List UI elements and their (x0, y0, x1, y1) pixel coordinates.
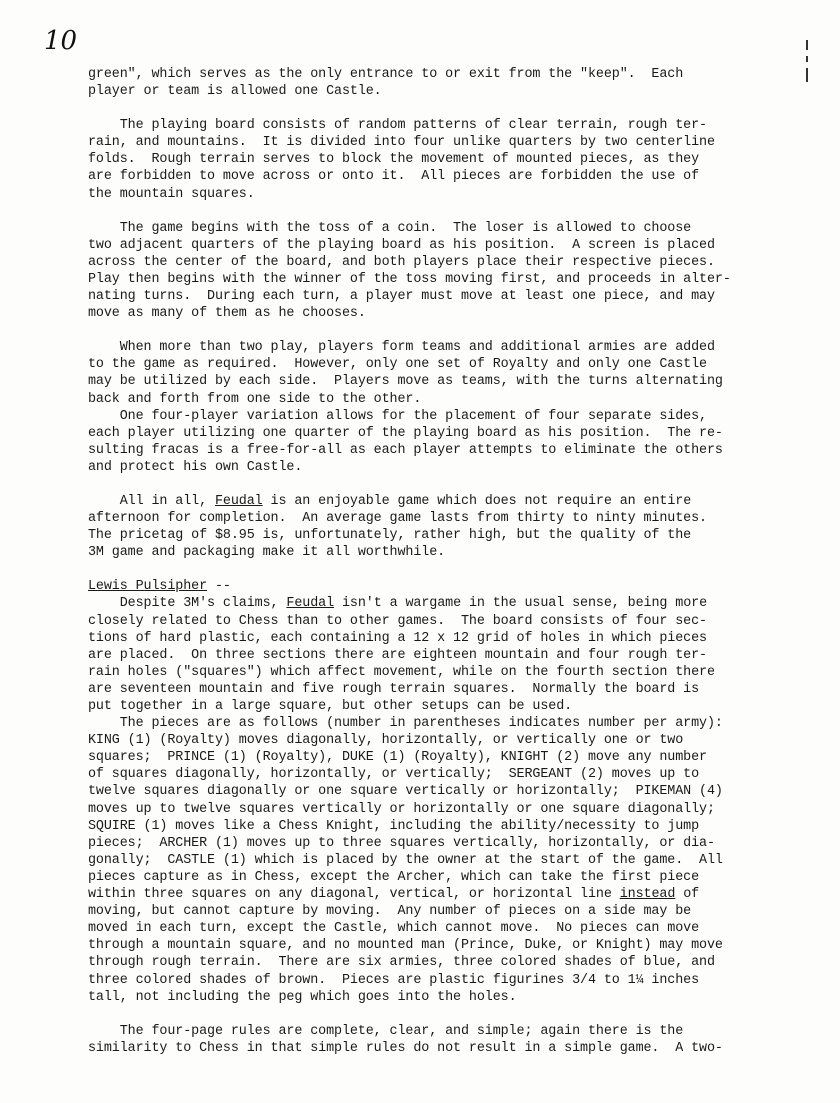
text-line: The pricetag of $8.95 is, unfortunately, rather high, but the quality of the (88, 528, 692, 544)
paragraph (88, 66, 760, 100)
text-line: Play then begins with the winner of the toss moving first, and proceeds in alter- (88, 271, 731, 287)
text-line: pieces; ARCHER (1) moves up to three squares vertically, horizontally, or dia- (88, 835, 715, 851)
text-line: across the center of the board, and both players place their respective pieces. (88, 254, 715, 270)
paragraph (88, 339, 760, 476)
paragraph (88, 578, 760, 1005)
text-line: All in all, Feudal is an enjoyable game which does not require an entire (88, 493, 692, 509)
text-line: sulting fracas is a free-for-all as each player attempts to eliminate the others (88, 442, 723, 458)
text-line: rain, and mountains. It is divided into four unlike quarters by two centerline (88, 135, 715, 151)
text-line: gonally; CASTLE (1) which is placed by the owner at the start of the game. All (88, 852, 723, 868)
text-line: are seventeen mountain and five rough terrain squares. Normally the board is (88, 681, 700, 697)
text-line: are placed. On three sections there are eighteen mountain and four rough ter- (88, 647, 707, 663)
text-line: through rough terrain. There are six armies, three colored shades of blue, and (88, 955, 715, 971)
text-line: squares; PRINCE (1) (Royalty), DUKE (1) (Royalty), KNIGHT (2) move any number (88, 750, 707, 766)
text-line: player or team is allowed one Castle. (88, 84, 382, 100)
paragraph (88, 220, 760, 323)
text-line: pieces capture as in Chess, except the Archer, which can take the first piece (88, 869, 700, 885)
text-line: 3M game and packaging make it all worthwhile. (88, 545, 446, 561)
text-line: of squares diagonally, horizontally, or vertically; SERGEANT (2) moves up to (88, 767, 700, 783)
text-line: The game begins with the toss of a coin. The loser is allowed to choose (88, 220, 692, 236)
text-line: two adjacent quarters of the playing board as his position. A screen is placed (88, 237, 715, 253)
text-line: folds. Rough terrain serves to block the movement of mounted pieces, as they (88, 152, 700, 168)
text-line: the mountain squares. (88, 186, 255, 202)
text-line: moved in each turn, except the Castle, which cannot move. No pieces can move (88, 921, 700, 937)
text-line: within three squares on any diagonal, vertical, or horizontal line instead of (88, 887, 700, 903)
text-line: move as many of them as he chooses. (88, 306, 366, 322)
text-line: tions of hard plastic, each containing a 12 x 12 grid of holes in which pieces (88, 630, 707, 646)
text-line: twelve squares diagonally or one square vertically or horizontally; PIKEMAN (4) (88, 784, 723, 800)
paragraph (88, 493, 760, 561)
text-line: green", which serves as the only entrance to or exit from the "keep". Each (88, 67, 684, 82)
text-line: moves up to twelve squares vertically or horizontally or one square diagonally; (88, 801, 715, 817)
text-line: similarity to Chess in that simple rules do not result in a simple game. A two- (88, 1040, 723, 1056)
text-line: closely related to Chess than to other games. The board consists of four sec- (88, 613, 707, 629)
text-line: afternoon for completion. An average game lasts from thirty to ninty minutes. (88, 511, 707, 527)
underlined-text: Feudal (214, 493, 263, 509)
text-line: KING (1) (Royalty) moves diagonally, horizontally, or vertically one or two (88, 733, 684, 749)
underlined-text: Lewis Pulsipher (88, 579, 208, 595)
text-line: and protect his own Castle. (88, 459, 303, 475)
text-line: are forbidden to move across or onto it. All pieces are forbidden the use of (88, 169, 700, 185)
text-line: put together in a large square, but other setups can be used. (88, 699, 573, 714)
text-line: tall, not including the peg which goes into the holes. (88, 989, 517, 1005)
document-body (88, 66, 760, 1057)
text-line: back and forth from one side to the other. (88, 391, 422, 407)
text-line: nating turns. During each turn, a player must move at least one piece, and may (88, 289, 715, 305)
text-line: One four-player variation allows for the placement of four separate sides, (88, 408, 707, 424)
text-line: SQUIRE (1) moves like a Chess Knight, including the ability/necessity to jump (88, 818, 700, 834)
text-line: each player utilizing one quarter of the playing board as his position. The re- (88, 425, 723, 441)
page-number: 10 (44, 26, 78, 56)
underlined-text: instead (619, 887, 676, 903)
margin-mark (806, 40, 808, 84)
text-line: The pieces are as follows (number in parentheses indicates number per army): (88, 716, 723, 732)
paragraph (88, 1023, 760, 1057)
underlined-text: Feudal (286, 596, 335, 612)
text-line: moving, but cannot capture by moving. Any number of pieces on a side may be (88, 904, 692, 920)
text-line: When more than two play, players form teams and additional armies are added (88, 340, 715, 356)
text-line: Lewis Pulsipher -- (88, 579, 231, 595)
text-line: rain holes ("squares") which affect movement, while on the fourth section there (88, 664, 715, 680)
text-line: may be utilized by each side. Players move as teams, with the turns alternating (88, 374, 723, 390)
text-line: to the game as required. However, only one set of Royalty and only one Castle (88, 357, 707, 373)
paragraph (88, 117, 760, 202)
text-line: Despite 3M's claims, Feudal isn't a wargame in the usual sense, being more (88, 596, 708, 612)
text-line: The playing board consists of random patterns of clear terrain, rough ter- (88, 118, 707, 134)
text-line: The four-page rules are complete, clear, and simple; again there is the (88, 1023, 684, 1039)
text-line: through a mountain square, and no mounted man (Prince, Duke, or Knight) may move (88, 938, 723, 954)
text-line: three colored shades of brown. Pieces are plastic figurines 3/4 to 1¼ inches (88, 972, 700, 988)
